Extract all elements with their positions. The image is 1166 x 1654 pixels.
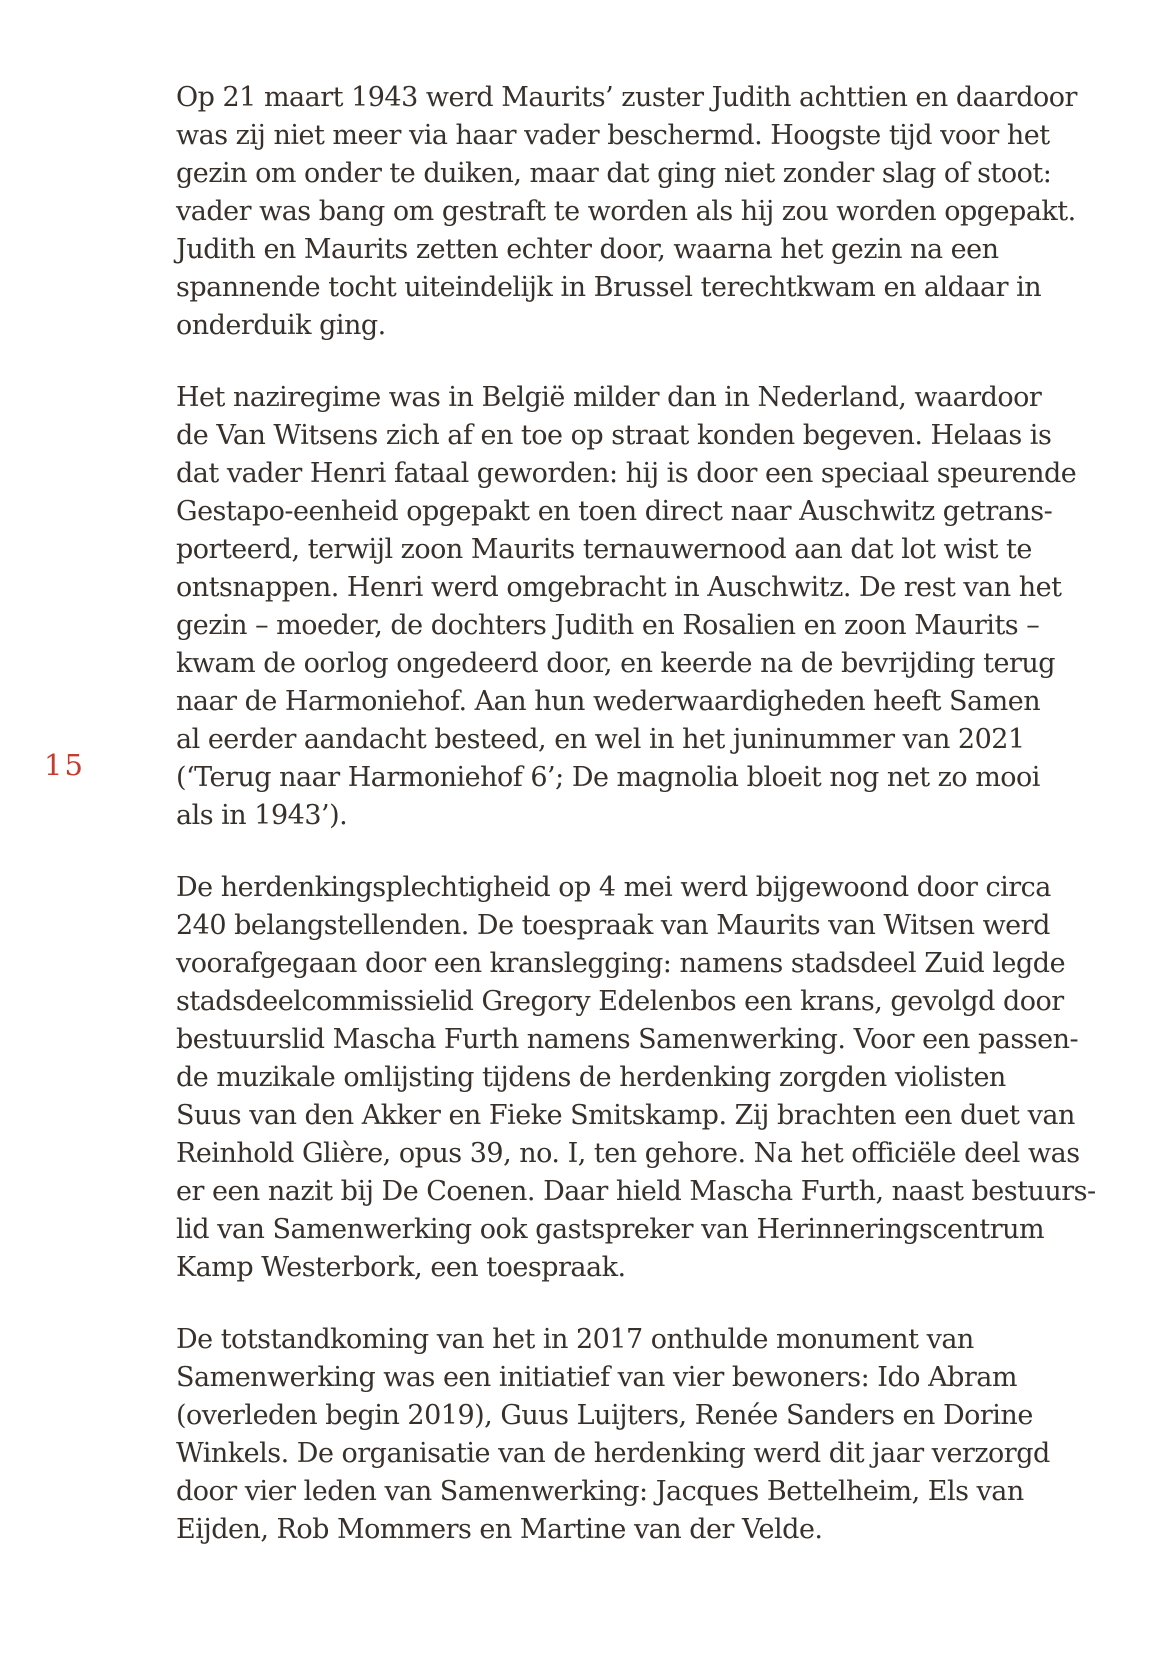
- text-line: gezin – moeder, de dochters Judith en Rosalien en zoon Maurits –: [176, 610, 1040, 641]
- text-line: De herdenkingsplechtigheid op 4 mei werd bijgewoond door circa: [176, 872, 1051, 903]
- text-line: spannende tocht uiteindelijk in Brussel terechtkwam en aldaar in: [176, 272, 1042, 303]
- text-line: was zij niet meer via haar vader beschermd. Hoogste tijd voor het: [176, 120, 1050, 151]
- text-line: de muzikale omlijsting tijdens de herdenking zorgden violisten: [176, 1062, 1006, 1093]
- text-line: Judith en Maurits zetten echter door, waarna het gezin na een: [176, 234, 999, 265]
- text-line: stadsdeelcommissielid Gregory Edelenbos een krans, gevolgd door: [176, 986, 1064, 1017]
- text-line: gezin om onder te duiken, maar dat ging niet zonder slag of stoot:: [176, 158, 1052, 189]
- text-line: Samenwerking was een initiatief van vier bewoners: Ido Abram: [176, 1362, 1017, 1393]
- text-line: Reinhold Glière, opus 39, no. I, ten gehore. Na het officiële deel was: [176, 1138, 1080, 1169]
- text-line: porteerd, terwijl zoon Maurits ternauwernood aan dat lot wist te: [176, 534, 1032, 565]
- text-line: dat vader Henri fataal geworden: hij is door een speciaal speurende: [176, 458, 1077, 489]
- text-line: Eijden, Rob Mommers en Martine van der Velde.: [176, 1514, 823, 1545]
- text-line: 240 belangstellenden. De toespraak van Maurits van Witsen werd: [176, 910, 1050, 941]
- text-line: Winkels. De organisatie van de herdenking werd dit jaar verzorgd: [176, 1438, 1050, 1469]
- paragraph-2: [176, 379, 1096, 835]
- body-text: [176, 79, 1096, 1583]
- text-line: Kamp Westerbork, een toespraak.: [176, 1252, 626, 1283]
- text-line: vader was bang om gestraft te worden als hij zou worden opgepakt.: [176, 196, 1076, 227]
- text-line: door vier leden van Samenwerking: Jacques Bettelheim, Els van: [176, 1476, 1024, 1507]
- text-line: de Van Witsens zich af en toe op straat konden begeven. Helaas is: [176, 420, 1052, 451]
- text-line: naar de Harmoniehof. Aan hun wederwaardigheden heeft Samen: [176, 686, 1041, 717]
- paragraph-1: [176, 79, 1096, 345]
- text-line: al eerder aandacht besteed, en wel in het juninummer van 2021: [176, 724, 1025, 755]
- paragraph-4: [176, 1321, 1096, 1549]
- text-line: Suus van den Akker en Fieke Smitskamp. Zij brachten een duet van: [176, 1100, 1075, 1131]
- text-line: (‘Terug naar Harmoniehof 6’; De magnolia bloeit nog net zo mooi: [176, 762, 1040, 793]
- text-line: De totstandkoming van het in 2017 onthulde monument van: [176, 1324, 974, 1355]
- text-line: (overleden begin 2019), Guus Luijters, Renée Sanders en Dorine: [176, 1400, 1033, 1431]
- text-line: als in 1943’).: [176, 800, 348, 831]
- text-line: bestuurslid Mascha Furth namens Samenwerking. Voor een passen-: [176, 1024, 1079, 1055]
- text-line: er een nazit bij De Coenen. Daar hield Mascha Furth, naast bestuurs-: [176, 1176, 1096, 1207]
- text-line: onderduik ging.: [176, 310, 386, 341]
- text-line: Gestapo-eenheid opgepakt en toen direct naar Auschwitz getrans-: [176, 496, 1053, 527]
- text-line: kwam de oorlog ongedeerd door, en keerde na de bevrijding terug: [176, 648, 1056, 679]
- text-line: voorafgegaan door een kranslegging: namens stadsdeel Zuid legde: [176, 948, 1066, 979]
- page-number: 15: [44, 748, 85, 782]
- paragraph-3: [176, 869, 1096, 1287]
- text-line: Het naziregime was in België milder dan in Nederland, waardoor: [176, 382, 1042, 413]
- text-line: ontsnappen. Henri werd omgebracht in Auschwitz. De rest van het: [176, 572, 1062, 603]
- text-line: lid van Samenwerking ook gastspreker van Herinneringscentrum: [176, 1214, 1045, 1245]
- text-line: Op 21 maart 1943 werd Maurits’ zuster Judith achttien en daardoor: [176, 82, 1077, 113]
